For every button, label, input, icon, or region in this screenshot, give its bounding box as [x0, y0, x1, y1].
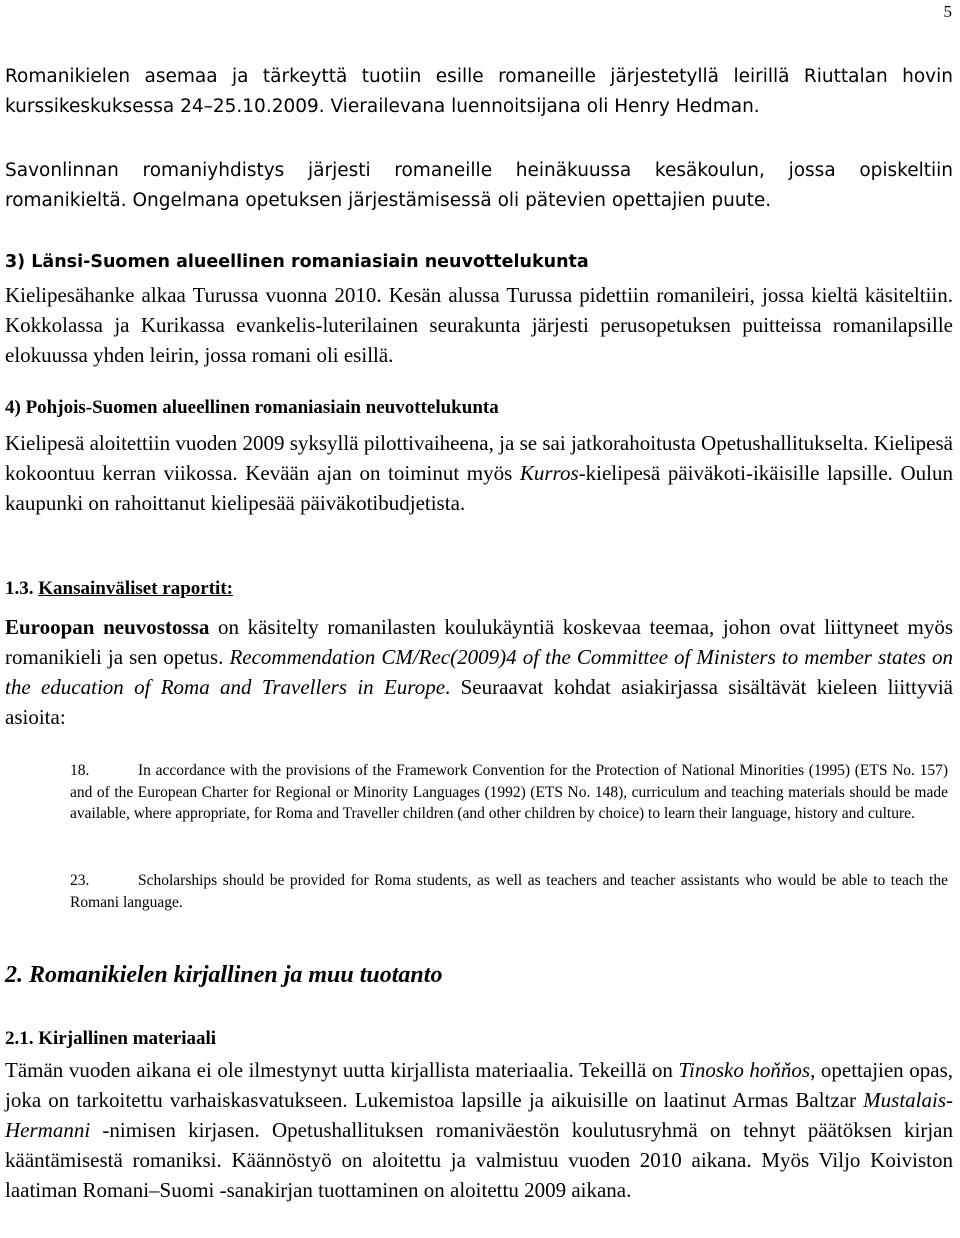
section-4-text-b: -kielipesä päiväkoti-ikäisille lapsille. Oulun kaupunki on rahoittanut kielipesää päiväkotibudjetista. [5, 461, 953, 515]
europe-text-a: on käsitelty romanilasten koulukäyntiä koskevaa teemaa, johon ovat liittyneet myös romanikieli ja sen opetus. [5, 615, 953, 669]
s21-text-c: -nimisen kirjasen. Opetushallituksen romaniväestön koulutusryhmä on tehnyt päätöksen kirjan kääntämisestä romaniksi. Käännöstyö on aloitettu ja valmistuu vuoden 2010 aikana. Myös Viljo Koiviston laatiman Romani–Suomi -sanakirjan tuottaminen on aloitettu 2009 aikana. [5, 1118, 953, 1202]
page-number: 5 [943, 2, 952, 21]
quote-23-text: Scholarships should be provided for Roma students, as well as teachers and teacher assistants who would be able to teach the Romani language. [70, 872, 948, 911]
section-1-3-title: Kansainväliset raportit: [38, 578, 233, 599]
quote-18-number: 18. [70, 762, 90, 779]
europe-text-b: . Seuraavat kohdat asiakirjassa sisältävät kieleen liittyviä asioita: [5, 675, 953, 729]
paragraph-riuttala-camp: Romanikielen asemaa ja tärkeyttä tuotiin esille romaneille järjestetyllä leirillä Riuttalan hovin kurssikeskuksessa 24–25.10.2009. Vierailevana luennoitsijana oli Henry Hedman. [5, 66, 953, 117]
section-2-1-text [5, 1055, 953, 1205]
europe-bold: Euroopan neuvostossa [5, 615, 210, 639]
section-3-heading: 3) Länsi-Suomen alueellinen romaniasiain neuvottelukunta [5, 252, 589, 272]
s21-italic-mustalais: Mustalais-Hermanni [5, 1088, 953, 1142]
section-1-3-number: 1.3. [5, 578, 39, 599]
quote-23-number: 23. [70, 872, 90, 889]
s21-text-a: Tämän vuoden aikana ei ole ilmestynyt uutta kirjallista materiaalia. Tekeillä on [5, 1058, 679, 1082]
section-4-text [5, 428, 953, 518]
europe-paragraph [5, 612, 953, 732]
s21-text-b: , opettajien opas, joka on tarkoitettu varhaiskasvatukseen. Lukemistoa lapsille ja aikuisille on laatinut Armas Baltzar [5, 1058, 953, 1112]
section-4-text-a: Kielipesä aloitettiin vuoden 2009 syksyllä pilottivaiheena, ja se sai jatkorahoitusta Opetushallitukselta. Kielipesä kokoontuu kerran viikossa. Kevään ajan on toiminut myös [5, 431, 953, 485]
chapter-2-heading: 2. Romanikielen kirjallinen ja muu tuotanto [5, 962, 443, 988]
s21-italic-tinosko: Tinosko hoňňos [678, 1058, 811, 1082]
section-2-1-heading: 2.1. Kirjallinen materiaali [5, 1028, 217, 1049]
section-4-heading: 4) Pohjois-Suomen alueellinen romaniasiain neuvottelukunta [5, 397, 499, 418]
section-3-text: Kielipesähanke alkaa Turussa vuonna 2010. Kesän alussa Turussa pidettiin romanileiri, jossa kieltä käsiteltiin. Kokkolassa ja Kurikassa evankelis-luterilainen seurakunta järjesti perusopetuksen puitteissa romanilapsille elokuussa yhden leirin, jossa romani oli esillä. [5, 283, 953, 367]
paragraph-savonlinna-summer-school: Savonlinnan romaniyhdistys järjesti romaneille heinäkuussa kesäkoulun, jossa opiskeltiin romanikieltä. Ongelmana opetuksen järjestämisessä oli pätevien opettajien puute. [5, 160, 953, 211]
quote-18-text: In accordance with the provisions of the Framework Convention for the Protection of National Minorities (1995) (ETS No. 157) and of the European Charter for Regional or Minority Languages (1992) (ETS No. 148), curriculum and teaching materials should be made available, where appropriate, for Roma and Traveller children (and other children by choice) to learn their language, history and culture. [70, 762, 948, 822]
quote-18 [70, 760, 948, 825]
section-1-3-heading [5, 578, 233, 600]
quote-23 [70, 870, 948, 913]
section-4-italic: Kurros [519, 461, 579, 485]
europe-italic: Recommendation CM/Rec(2009)4 of the Committee of Ministers to member states on the education of Roma and Travellers in Europe [5, 645, 953, 699]
